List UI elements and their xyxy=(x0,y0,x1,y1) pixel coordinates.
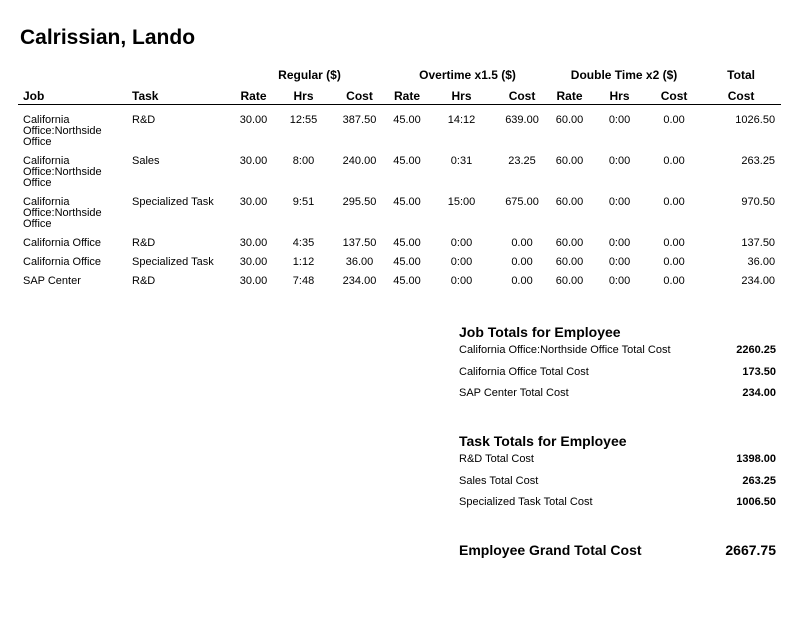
column-header-overtime-hrs: Hrs xyxy=(451,89,472,103)
total-cost-cell: 36.00 xyxy=(747,256,776,268)
regular-group-header: Regular ($) xyxy=(278,68,341,82)
timesheet-cost-table xyxy=(18,66,781,287)
regular-cost-cell: 36.00 xyxy=(345,256,374,268)
regular-cost-cell: 295.50 xyxy=(342,196,377,208)
double-time-cost-cell: 0.00 xyxy=(663,256,685,268)
total-line xyxy=(459,495,776,517)
task-cell: Specialized Task xyxy=(132,256,214,268)
total-line xyxy=(459,343,776,365)
overtime-hrs-cell: 14:12 xyxy=(447,114,476,126)
overtime-cost-cell: 0.00 xyxy=(511,256,533,268)
total-line xyxy=(459,474,776,496)
overtime-cost-cell: 0.00 xyxy=(511,237,533,249)
double-time-rate-cell: 60.00 xyxy=(555,275,584,287)
total-line-label: California Office Total Cost xyxy=(459,365,589,378)
total-line-label: SAP Center Total Cost xyxy=(459,387,569,399)
table-row xyxy=(18,189,781,230)
double-time-rate-cell: 60.00 xyxy=(555,256,584,268)
overtime-cost-cell: 639.00 xyxy=(505,114,539,126)
total-cost-cell: 1026.50 xyxy=(735,114,776,126)
double-time-cost-cell: 0.00 xyxy=(663,196,685,208)
job-cell: California Office:Northside Office xyxy=(23,114,102,148)
table-row xyxy=(18,268,781,287)
regular-hrs-cell: 8:00 xyxy=(292,155,315,167)
total-cost-cell: 263.25 xyxy=(741,155,776,167)
total-line-label: Specialized Task Total Cost xyxy=(459,496,593,508)
column-header-job: Job xyxy=(23,89,45,103)
column-header-task: Task xyxy=(132,89,159,103)
regular-rate-cell: 30.00 xyxy=(239,275,268,287)
job-totals-list xyxy=(459,343,776,408)
total-line-value: 2260.25 xyxy=(736,344,776,356)
total-line xyxy=(459,452,776,474)
regular-hrs-cell: 1:12 xyxy=(292,256,315,268)
task-cell: Specialized Task xyxy=(132,196,214,208)
job-cell: SAP Center xyxy=(23,275,81,287)
table-row xyxy=(18,105,781,149)
task-totals-section xyxy=(459,433,776,517)
overtime-hrs-cell: 0:00 xyxy=(450,275,473,287)
regular-rate-cell: 30.00 xyxy=(239,114,268,126)
total-line-label: R&D Total Cost xyxy=(459,453,534,465)
overtime-group-header: Overtime x1.5 ($) xyxy=(419,68,516,82)
job-cell: California Office xyxy=(23,256,102,268)
total-line-value: 1006.50 xyxy=(736,496,776,508)
overtime-cost-cell: 0.00 xyxy=(511,275,533,287)
regular-cost-cell: 137.50 xyxy=(342,237,377,249)
column-header-regular-cost: Cost xyxy=(346,89,373,103)
overtime-rate-cell: 45.00 xyxy=(393,114,421,126)
double-time-rate-cell: 60.00 xyxy=(555,155,584,167)
regular-rate-cell: 30.00 xyxy=(239,256,268,268)
total-cost-cell: 137.50 xyxy=(741,237,776,249)
double-time-hrs-cell: 0:00 xyxy=(608,237,631,249)
task-totals-list xyxy=(459,452,776,517)
overtime-rate-cell: 45.00 xyxy=(393,237,421,249)
regular-rate-cell: 30.00 xyxy=(239,155,268,167)
double-time-cost-cell: 0.00 xyxy=(663,275,685,287)
regular-hrs-cell: 12:55 xyxy=(289,114,318,126)
task-totals-heading: Task Totals for Employee xyxy=(459,433,627,449)
regular-rate-cell: 30.00 xyxy=(239,196,268,208)
total-group-header: Total xyxy=(727,68,755,82)
regular-rate-cell: 30.00 xyxy=(239,237,268,249)
total-line-value: 263.25 xyxy=(742,474,776,487)
double-time-cost-cell: 0.00 xyxy=(663,114,685,126)
group-header-row xyxy=(18,66,781,86)
regular-cost-cell: 240.00 xyxy=(342,155,377,167)
double-time-hrs-cell: 0:00 xyxy=(608,196,631,208)
total-line-label: California Office:Northside Office Total Cost xyxy=(459,344,671,356)
total-line-value: 1398.00 xyxy=(736,453,776,465)
job-cell: California Office:Northside Office xyxy=(23,155,102,189)
job-cell: California Office:Northside Office xyxy=(23,196,102,230)
double-time-hrs-cell: 0:00 xyxy=(608,114,631,126)
task-cell: R&D xyxy=(132,114,156,126)
regular-hrs-cell: 9:51 xyxy=(292,196,315,208)
total-line xyxy=(459,365,776,387)
column-header-double-time-hrs: Hrs xyxy=(609,89,630,103)
double-time-hrs-cell: 0:00 xyxy=(608,275,631,287)
column-header-regular-rate: Rate xyxy=(240,89,267,103)
column-header-overtime-cost: Cost xyxy=(508,89,536,103)
overtime-hrs-cell: 0:00 xyxy=(450,256,473,268)
overtime-cost-cell: 23.25 xyxy=(508,155,536,167)
job-cell: California Office xyxy=(23,237,102,249)
regular-hrs-cell: 7:48 xyxy=(292,275,315,287)
double-time-rate-cell: 60.00 xyxy=(555,196,584,208)
total-line xyxy=(459,386,776,408)
double-time-hrs-cell: 0:00 xyxy=(608,155,631,167)
column-header-row xyxy=(18,86,781,105)
employee-name: Calrissian, Lando xyxy=(20,26,196,49)
total-cost-cell: 234.00 xyxy=(741,275,776,287)
double-time-cost-cell: 0.00 xyxy=(663,155,685,167)
regular-cost-cell: 234.00 xyxy=(342,275,377,287)
double-time-hrs-cell: 0:00 xyxy=(608,256,631,268)
total-line-label: Sales Total Cost xyxy=(459,474,539,487)
double-time-rate-cell: 60.00 xyxy=(555,237,584,249)
regular-hrs-cell: 4:35 xyxy=(292,237,315,249)
task-cell: R&D xyxy=(132,275,156,287)
regular-cost-cell: 387.50 xyxy=(342,114,377,126)
task-cell: Sales xyxy=(132,155,160,167)
total-line-value: 173.50 xyxy=(742,365,776,378)
total-cost-cell: 970.50 xyxy=(741,196,776,208)
double-time-group-header: Double Time x2 ($) xyxy=(570,68,678,82)
overtime-hrs-cell: 15:00 xyxy=(447,196,476,208)
job-totals-heading: Job Totals for Employee xyxy=(459,324,621,340)
overtime-rate-cell: 45.00 xyxy=(393,256,421,268)
grand-total-value: 2667.75 xyxy=(725,542,776,558)
overtime-rate-cell: 45.00 xyxy=(393,155,421,167)
job-totals-section xyxy=(459,324,776,408)
column-header-double-time-rate: Rate xyxy=(556,89,583,103)
grand-total-label: Employee Grand Total Cost xyxy=(459,542,642,558)
table-row xyxy=(18,230,781,249)
overtime-hrs-cell: 0:31 xyxy=(450,155,473,167)
overtime-hrs-cell: 0:00 xyxy=(450,237,473,249)
table-row xyxy=(18,148,781,189)
column-header-overtime-rate: Rate xyxy=(394,89,421,103)
double-time-cost-cell: 0.00 xyxy=(663,237,685,249)
overtime-rate-cell: 45.00 xyxy=(393,196,421,208)
overtime-rate-cell: 45.00 xyxy=(393,275,421,287)
column-header-double-time-cost: Cost xyxy=(660,89,688,103)
column-header-total-cost: Cost xyxy=(727,89,755,103)
table-row xyxy=(18,249,781,268)
column-header-regular-hrs: Hrs xyxy=(293,89,314,103)
grand-total xyxy=(459,542,776,558)
total-line-value: 234.00 xyxy=(742,387,776,399)
overtime-cost-cell: 675.00 xyxy=(505,196,539,208)
double-time-rate-cell: 60.00 xyxy=(555,114,584,126)
task-cell: R&D xyxy=(132,237,156,249)
